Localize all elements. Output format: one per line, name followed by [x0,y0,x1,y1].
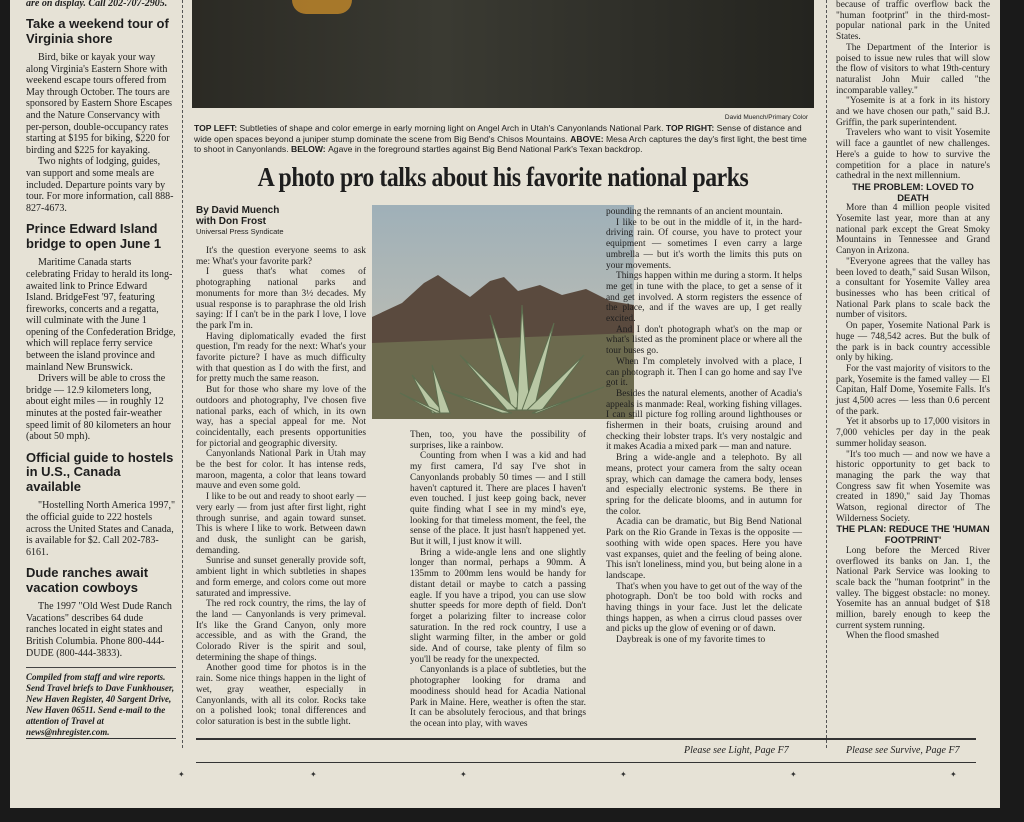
article-column-3 [606,207,802,646]
registration-mark: ✦ [178,770,185,779]
brief-paragraph: Bird, bike or kayak your way along Virginia's Eastern Shore with weekend escape tours offered from May through October. The tours are sponsored by Eastern Shore Escapes and the Nature Conservancy with per-person, double-occupancy rates starting at $195 for biking, $220 for birding and $225 for kayaking. [26,52,173,156]
yosemite-column [836,0,990,642]
yosemite-paragraph: "Yosemite is at a fork in its history and we have chosen our path," said B.J. Griffin, the park superintendent. [836,96,990,128]
byline [196,205,376,236]
yosemite-paragraph: More than 4 million people visited Yosemite last year, more than at any national park except the Great Smoky Mountains in Tennessee and Grand Canyon in Arizona. [836,203,990,257]
registration-mark: ✦ [950,770,957,779]
article-paragraph: Another good time for photos is in the rain. Some nice things happen in the light of wet, gray weather, especially in Canyonlands, with all its color. Rocks take on a polished look; tonal differences and color saturation is best in the subtle light. [196,663,366,727]
article-column-1 [196,246,366,728]
column-rule [826,0,827,748]
article-paragraph: Besides the natural elements, another of Acadia's appeals is manmade: Real, working fishing villages. I can still picture fog rolling around lighthouses or fishermen in their boats, cruising around and checking their lobster traps. It's very nostalgic and it makes Acadia a mixed park — man and nature. [606,388,802,453]
registration-marks [170,770,970,780]
brief-paragraph: Drivers will be able to cross the bridge — 12.9 kilometers long, about eight miles — in roughly 12 minutes at the posted fair-weather speed limit of 80 kilometers an hour (about 50 mph). [26,373,171,443]
footer-rule [26,738,176,739]
article-paragraph: The red rock country, the rims, the lay of the land — Canyonlands is very primeval. It's like the Grand Canyon, only more accessible, and as with the Grand, the Colorado River is the spirit and soul, determining the shape of things. [196,599,366,663]
article-paragraph: Canyonlands National Park in Utah may be the best for color. It has intense reds, maroon, magenta, a color that leans toward mauve and even some gold. [196,449,366,492]
article-paragraph: Acadia can be dramatic, but Big Bend National Park on the Rio Grande in Texas is the opposite — soothing with wide open spaces. Here you have vast expanses, quiet and the feeling of being alone. This isn't loneliness, mind you, but being alone in a landscape. [606,517,802,581]
yosemite-paragraph: Yet it absorbs up to 17,000 visitors in 7,000 vehicles per day in the peak summer holiday season. [836,417,990,449]
article-paragraph: Bring a wide-angle lens and one slightly longer than normal, perhaps a 90mm. A 135mm to 200mm lens would be handy for distant detail or maybe to catch a passing eagle. If you have a tripod, you can use slow shutter speeds for more depth of field. Don't forget a polarizing filter to increase color saturation. In the red rock country, I use a slight warming filter, in the amber or gold side. And of course, take plenty of film so you'll be ready for the unexpected. [410,547,586,665]
article-paragraph: And I don't photograph what's on the map or what's listed as the prominent place or where all the tour buses go. [606,324,802,357]
jump-line-light: Please see Light, Page F7 [684,745,789,756]
section-subhead: THE PLAN: REDUCE THE 'HUMAN FOOTPRINT' [836,523,990,546]
byline-author: By David Muench [196,205,280,216]
article-paragraph: pounding the remnants of an ancient mountain. [606,207,783,217]
brief-paragraph: The 1997 "Old West Dude Ranch Vacations" describes 64 dude ranches located in eight states and British Columbia. Phone 800-444-DUDE (800-444-3833). [26,601,172,659]
yosemite-paragraph: On paper, Yosemite National Park is huge — 748,542 acres. But the bulk of the park is in back country accessible only by hiking. [836,321,990,364]
column-rule [182,0,183,748]
caption-text: Agave in the foreground startles against Big Bend National Park's Texan backdrop. [328,144,643,154]
article-paragraph: Sunrise and sunset generally provide soft, ambient light in which subtleties in shapes and form emerge, and colors come out more saturated and impressive. [196,556,366,599]
article-paragraph: I guess that's what comes of photographing national parks and monuments for more than 3½ decades. My usual response is to paraphrase the old Irish saying: If I can't be in the park I love, I love the park I'm in. [196,267,366,331]
registration-mark: ✦ [310,770,317,779]
article-headline: A photo pro talks about his favorite national parks [257,162,749,192]
caption-label: ABOVE: [570,133,606,144]
article-paragraph: Counting from when I was a kid and had my first camera, I'd say I've shot in Canyonlands probably 50 times — and I still haven't captured it. There are places I haven't even touched. I just keep going back, never quite finding what I see in my mind's eye, looking for that timeless moment, the feel, the sense of the place. It just hasn't happened yet. But it will, I just know it will. [410,451,586,548]
agave-photo-image [372,205,634,419]
caption-text: Sense of distance and wide open spaces beyond a juniper stump dominate the scene from Big Bend's Chisos Mountains. [194,123,802,144]
caption-label: BELOW: [290,144,329,154]
yosemite-paragraph: because of traffic overflow back the "human footprint" in the third-most-popular national park in the United States. [836,0,990,43]
caption-text: Mesa Arch captures the day's first light, the best time to shoot in Canyonlands. [194,133,807,154]
brief-paragraph: Two nights of lodging, guides, van support and some meals are included. Departure points vary by tour. For more information, call 888-827-4673. [26,156,174,214]
brief-heading: Dude ranches await vacation cowboys [26,565,149,595]
byline-coauthor: with Don Frost [196,216,266,227]
top-photo [192,0,814,108]
newspaper-page [10,0,1000,808]
article-paragraph: I like to be out in the middle of it, in the hard-driving rain. Of course, you have to protect your equipment — sometimes I even carry a large umbrella — but it's worth the limits this puts on your movements. [606,217,802,271]
brief-heading: Official guide to hostels in U.S., Canada available [26,449,174,494]
article-paragraph: Having diplomatically evaded the first question, I'm ready for the next: What's your favorite picture? I have as much difficulty with that question as I do with the first, and for pretty much the same reason. [196,331,366,385]
yosemite-paragraph: Travelers who want to visit Yosemite will face a gauntlet of new challenges. Here's a guide to how to survive the competition for a place in nature's cathedral in the next millennium. [836,128,990,182]
registration-mark: ✦ [460,770,467,779]
registration-mark: ✦ [790,770,797,779]
yosemite-paragraph: "It's too much — and now we have a historic opportunity to get back to managing the park the way that Congress saw fit when Yosemite was created in 1890," said Jay Thomas Watson, regional director of The Wilderness Society. [836,449,990,524]
photo-caption [194,123,812,155]
brief-paragraph: "Hostelling North America 1997," the official guide to 222 hostels across the United States and Canada, is available for $2. Call 202-783-6161. [26,500,176,558]
article-paragraph: Canyonlands is a place of subtleties, but the photographer looking for drama and moodiness should head for Acadia National Park in Maine. Here, weather is often the star. It can be absolutely ferocious, and that brings the ocean into play, with waves [410,665,586,729]
caption-label: TOP LEFT: [194,123,240,133]
article-paragraph: Bring a wide-angle and a telephoto. By all means, protect your camera from the salty ocean spray, which can damage the camera body, lenses and especially electronic systems. Be there in spring for the delicate blooms, and in autumn for the color. [606,453,802,517]
article-paragraph: That's when you have to get out of the way of the photograph. Don't be too bold with rocks and having things in your face. Just let the delicate things happen, as when a cirrus cloud passes over and picks up the glow of evening or of dawn. [606,581,802,635]
arch-glow [292,0,352,14]
caption-text: Subtleties of shape and color emerge in early morning light on Angel Arch in Utah's Canyonlands National Park. [239,123,666,133]
article-paragraph: When I'm completely involved with a place, I can photograph it. Then I can go home and say I've got it. [606,356,802,389]
yosemite-paragraph: When the flood smashed [846,631,939,642]
brief-paragraph: Maritime Canada starts celebrating Friday to herald its long-awaited link to Prince Edward Island. BridgeFest '97, featuring fireworks, concerts and a regatta, will culminate with the June 1 opening of the Confederation Bridge, which will replace ferry service between the island province and mainland New Brunswick. [26,257,176,373]
byline-syndicate: Universal Press Syndicate [196,227,284,236]
registration-mark: ✦ [620,770,627,779]
travel-briefs-column [26,0,176,738]
agave-photo [372,205,634,419]
jump-line-survive: Please see Survive, Page F7 [846,745,960,756]
article-paragraph: I like to be out and ready to shoot early — very early — from just after first light, right through sunrise, and again toward sunset. This is where I like to work. Between dawn and dusk, the sunlight can be garish, demanding. [196,492,366,556]
brief-heading: Take a weekend tour of Virginia shore [26,16,169,46]
footer-rule [196,762,976,763]
yosemite-paragraph: The Department of the Interior is poised to issue new rules that will slow the flow of visitors to what 19th-century naturalist John Muir called "the incomparable valley." [836,42,990,96]
caption-label: TOP RIGHT: [665,123,717,133]
article-paragraph: Things happen within me during a storm. It helps me get in tune with the place, to get a sense of it and get involved. A storm registers the essence of the place, and if the waves are up, I get really excited. [606,271,802,325]
article-paragraph: But for those who share my love of the outdoors and photography, I've chosen five national parks, each of which, in its own way, has a special appeal for me. Not coincidentally, each presents opportunities for pictorial and geographic diversity. [196,385,366,449]
section-subhead: THE PROBLEM: LOVED TO DEATH [852,180,974,203]
yosemite-paragraph: For the vast majority of visitors to the park, Yosemite is the famed valley — El Capitan, Half Dome, Yosemite Falls. It's just 4,500 acres — less than 0.6 percent of the park. [836,363,990,417]
yosemite-paragraph: Long before the Merced River overflowed its banks on Jan. 1, the National Park Service was looking to scale back the "human footprint" in the valley. The biggest obstacle: no money. Yosemite has an annual budget of $18 million, barely enough to keep the current system running. [836,545,990,631]
briefs-credits: Compiled from staff and wire reports. Send Travel briefs to Dave Funkhouser, New Haven Register, 40 Sargent Drive, New Haven 06511. Send e-mail to the attention of Travel at news@nhregister.com. [26,667,176,738]
continued-fragment: are on display. Call 202-707-2905. [26,0,168,9]
brief-heading: Prince Edward Island bridge to open June 1 [26,221,162,251]
article-paragraph: Daybreak is one of my favorite times to [616,635,766,646]
footer-rule [196,738,976,740]
photo-credit: David Muench/Primary Color [724,114,808,121]
yosemite-paragraph: "Everyone agrees that the valley has been loved to death," said Susan Wilson, a consultant for Yosemite Valley area businesses who has been critical of National Park plans to scale back the number of visitors. [836,256,990,321]
article-paragraph: It's the question everyone seems to ask me: What's your favorite park? [196,246,366,267]
article-column-2 [410,430,586,730]
article-paragraph: Then, too, you have the possibility of surprises, like a rainbow. [410,430,586,451]
